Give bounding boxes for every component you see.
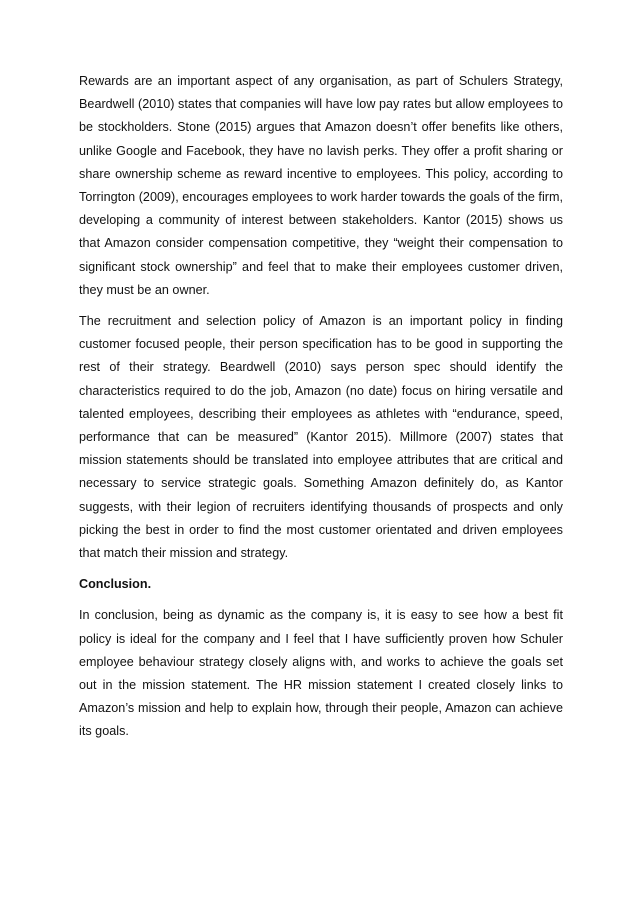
conclusion-paragraph: In conclusion, being as dynamic as the company is, it is easy to see how a best fit policy is ideal for the company and I feel that I have sufficiently proven how Schuler employee behaviour strategy closely aligns with, and works to achieve the goals set out in the mission statement. The HR mission statement I created closely links to Amazon’s mission and help to explain how, through their people, Amazon can achieve its goals. xyxy=(79,608,563,739)
document-body xyxy=(79,70,563,752)
recruitment-paragraph: The recruitment and selection policy of Amazon is an important policy in finding customer focused people, their person specification has to be good in supporting the rest of their strategy. Beardwell (2010) says person spec should identify the characteristics required to do the job, Amazon (no date) focus on hiring versatile and talented employees, describing their employees as athletes with “endurance, speed, performance that can be measured” (Kantor 2015). Millmore (2007) states that mission statements should be translated into employee attributes that are critical and necessary to service strategic goals. Something Amazon definitely do, as Kantor suggests, with their legion of recruiters identifying thousands of prospects and only picking the best in order to find the most customer orientated and driven employees that match their mission and strategy. xyxy=(79,314,563,561)
conclusion-heading: Conclusion. xyxy=(79,577,152,592)
rewards-paragraph: Rewards are an important aspect of any organisation, as part of Schulers Strategy, Beardwell (2010) states that companies will have low pay rates but allow employees to be stockholders. Stone (2015) argues that Amazon doesn’t offer benefits like others, unlike Google and Facebook, they have no lavish perks. They offer a profit sharing or share ownership scheme as reward incentive to employees. This policy, according to Torrington (2009), encourages employees to work harder towards the goals of the firm, developing a community of interest between stakeholders. Kantor (2015) shows us that Amazon consider compensation competitive, they “weight their compensation to significant stock ownership” and feel that to make their employees customer driven, they must be an owner. xyxy=(79,74,564,297)
